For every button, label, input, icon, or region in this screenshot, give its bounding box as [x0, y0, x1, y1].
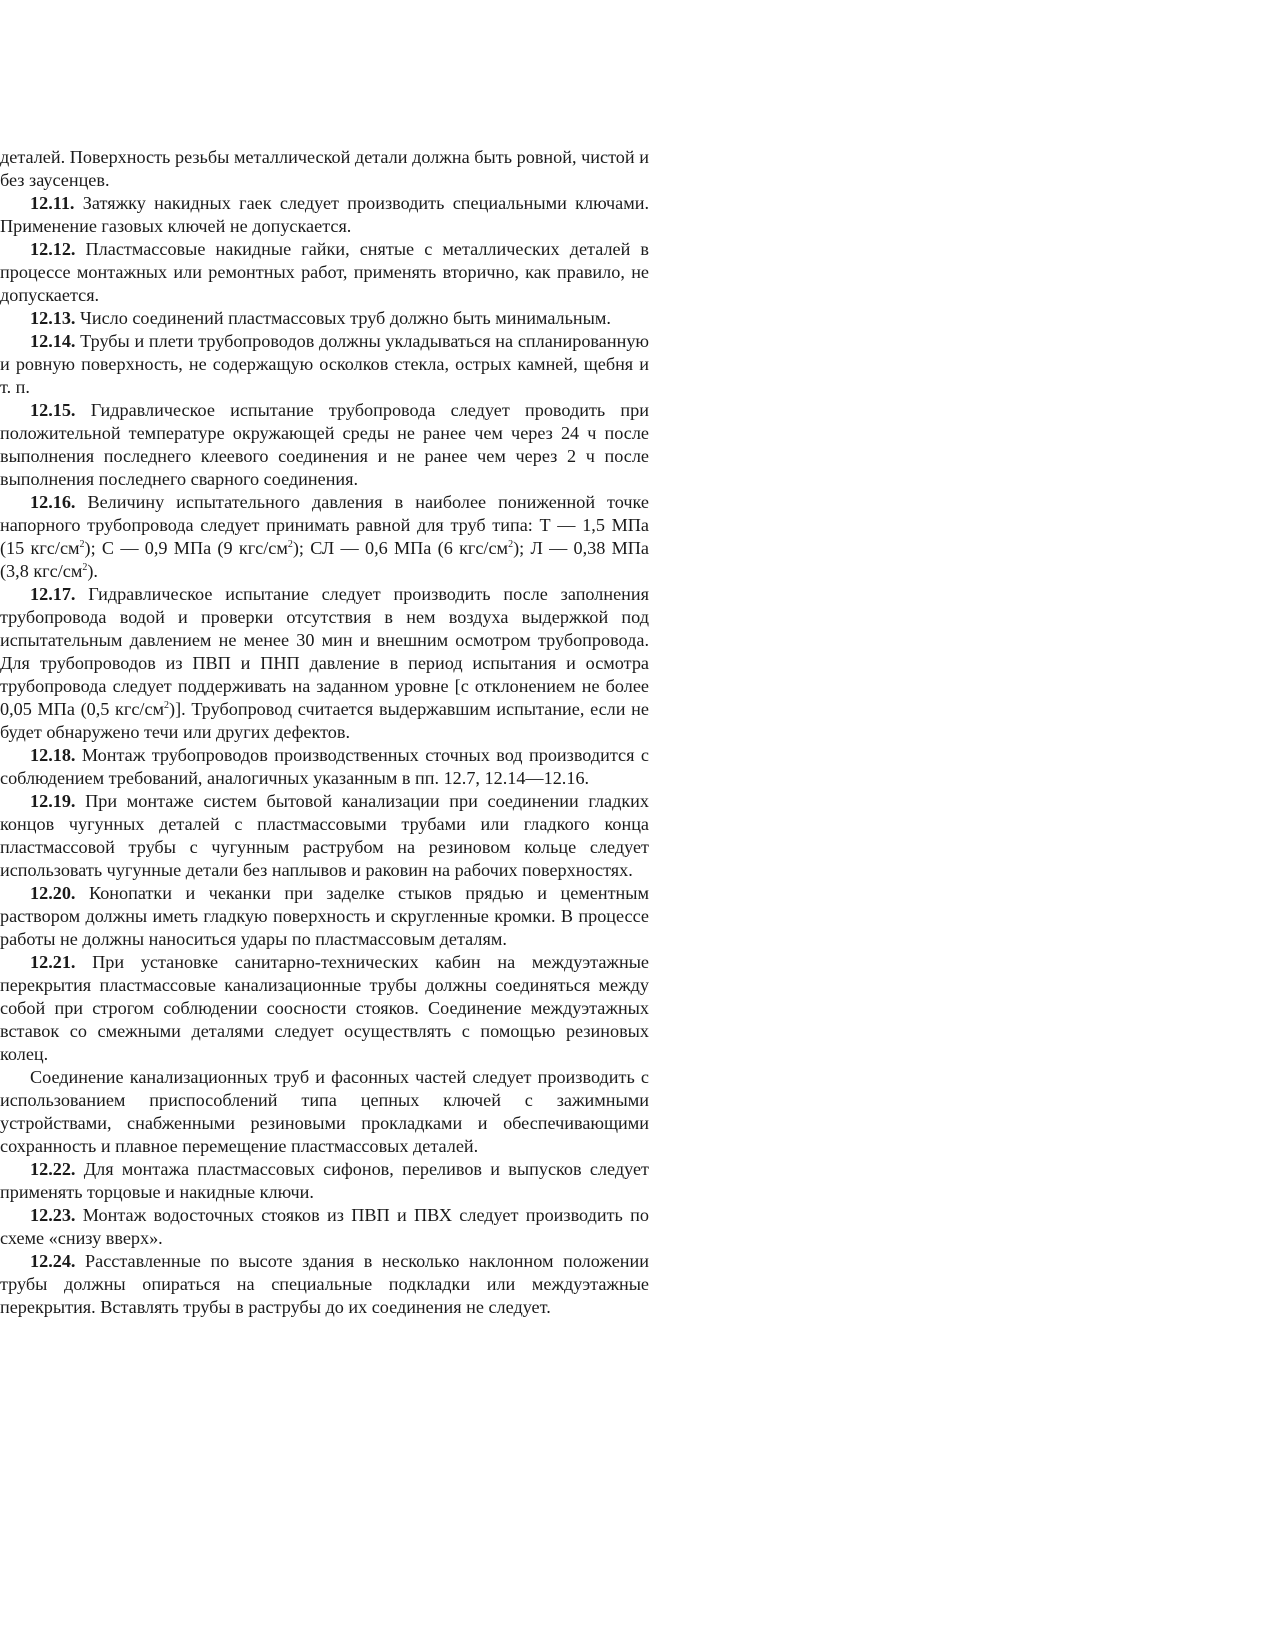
paragraph-12-14 [0, 330, 649, 399]
paragraph-12-11 [0, 192, 649, 238]
clause-number: 12.21. [30, 952, 76, 972]
paragraph-text: Расставленные по высоте здания в несколько наклонном положении трубы должны опираться на специальные подкладки или междуэтажные перекрытия. Вставлять трубы в раструбы до их соединения не следует. [0, 1251, 649, 1317]
paragraph-text: Пластмассовые накидные гайки, снятые с металлических деталей в процессе монтажных или ремонтных работ, применять вторично, как правило, не допускается. [0, 239, 649, 305]
clause-number: 12.14. [30, 331, 76, 351]
clause-number: 12.13. [30, 308, 76, 328]
paragraph-text: Величину испытательного давления в наиболее пониженной точке напорного трубопровода следует принимать равной для труб типа: Т — 1,5 МПа (15 кгс/$см^2$); С — 0,9 МПа (9 кгс/$см^2$); СЛ — 0,6 МПа (6 кгс/$см^2$); Л — 0,38 МПа (3,8 кгс/$см^2$). [0, 492, 650, 581]
paragraph-12-16 [0, 491, 649, 583]
paragraph-12-20 [0, 882, 649, 951]
paragraph-text: деталей. Поверхность резьбы металлической детали должна быть ровной, чистой и без заусенцев. [0, 147, 649, 190]
clause-number: 12.16. [30, 492, 76, 512]
paragraph-12-24 [0, 1250, 649, 1319]
clause-number: 12.11. [30, 193, 75, 213]
paragraph-text: Для монтажа пластмассовых сифонов, переливов и выпусков следует применять торцовые и накидные ключи. [0, 1159, 649, 1202]
clause-number: 12.17. [30, 584, 76, 604]
paragraph-12-22 [0, 1158, 649, 1204]
paragraph-text: Гидравлическое испытание следует производить после заполнения трубопровода водой и проверки отсутствия в нем воздуха выдержкой под испытательным давлением не менее 30 мин и внешним осмотром трубопровода. Для трубопроводов из ПВП и ПНП давление в период испытания и осмотра трубопровода следует поддерживать на заданном уровне [с отклонением не более 0,05 МПа (0,5 кгс/$см^2$)]. Трубопровод считается выдержавшим испытание, если не будет обнаружено течи или других дефектов. [0, 584, 649, 742]
paragraph-12-13 [0, 307, 649, 330]
clause-number: 12.18. [30, 745, 76, 765]
paragraph-12-17 [0, 583, 649, 744]
paragraph-text: Гидравлическое испытание трубопровода следует проводить при положительной температуре окружающей среды не ранее чем через 24 ч после выполнения последнего клеевого соединения и не ранее чем через 2 ч после выполнения последнего сварного соединения. [0, 400, 649, 489]
paragraph-12-12 [0, 238, 649, 307]
paragraph-continuation [0, 146, 649, 192]
clause-number: 12.12. [30, 239, 76, 259]
paragraph-text: Трубы и плети трубопроводов должны укладываться на спланированную и ровную поверхность, не содержащую осколков стекла, острых камней, щебня и т. п. [0, 331, 649, 397]
clause-number: 12.24. [30, 1251, 76, 1271]
paragraph-12-15 [0, 399, 649, 491]
paragraph-text: Затяжку накидных гаек следует производить специальными ключами. Применение газовых ключей не допускается. [0, 193, 649, 236]
paragraph-text: Число соединений пластмассовых труб должно быть минимальным. [75, 308, 611, 328]
paragraph-12-23 [0, 1204, 649, 1250]
paragraph-12-21 [0, 951, 649, 1066]
paragraph-text: Монтаж водосточных стояков из ПВП и ПВХ следует производить по схеме «снизу вверх». [0, 1205, 649, 1248]
document-page [0, 146, 649, 1319]
paragraph-text: Соединение канализационных труб и фасонных частей следует производить с использованием приспособлений типа цепных ключей с зажимными устройствами, снабженными резиновыми прокладками и обеспечивающими сохранность и плавное перемещение пластмассовых деталей. [0, 1067, 649, 1156]
paragraph-text: При монтаже систем бытовой канализации при соединении гладких концов чугунных деталей с пластмассовыми трубами или гладкого конца пластмассовой трубы с чугунным раструбом на резиновом кольце следует использовать чугунные детали без наплывов и раковин на рабочих поверхностях. [0, 791, 649, 880]
paragraph-text: Конопатки и чеканки при заделке стыков прядью и цементным раствором должны иметь гладкую поверхность и скругленные кромки. В процессе работы не должны наноситься удары по пластмассовым деталям. [0, 883, 649, 949]
paragraph-12-21-continued [0, 1066, 649, 1158]
paragraph-text: При установке санитарно-технических кабин на междуэтажные перекрытия пластмассовые канализационные трубы должны соединяться между собой при строгом соблюдении соосности стояков. Соединение междуэтажных вставок со смежными деталями следует осуществлять с помощью резиновых колец. [0, 952, 649, 1064]
clause-number: 12.15. [30, 400, 76, 420]
clause-number: 12.23. [30, 1205, 76, 1225]
paragraph-text: Монтаж трубопроводов производственных сточных вод производится с соблюдением требований, аналогичных указанным в пп. 12.7, 12.14—12.16. [0, 745, 649, 788]
clause-number: 12.19. [30, 791, 76, 811]
clause-number: 12.20. [30, 883, 76, 903]
clause-number: 12.22. [30, 1159, 76, 1179]
paragraph-12-19 [0, 790, 649, 882]
paragraph-12-18 [0, 744, 649, 790]
